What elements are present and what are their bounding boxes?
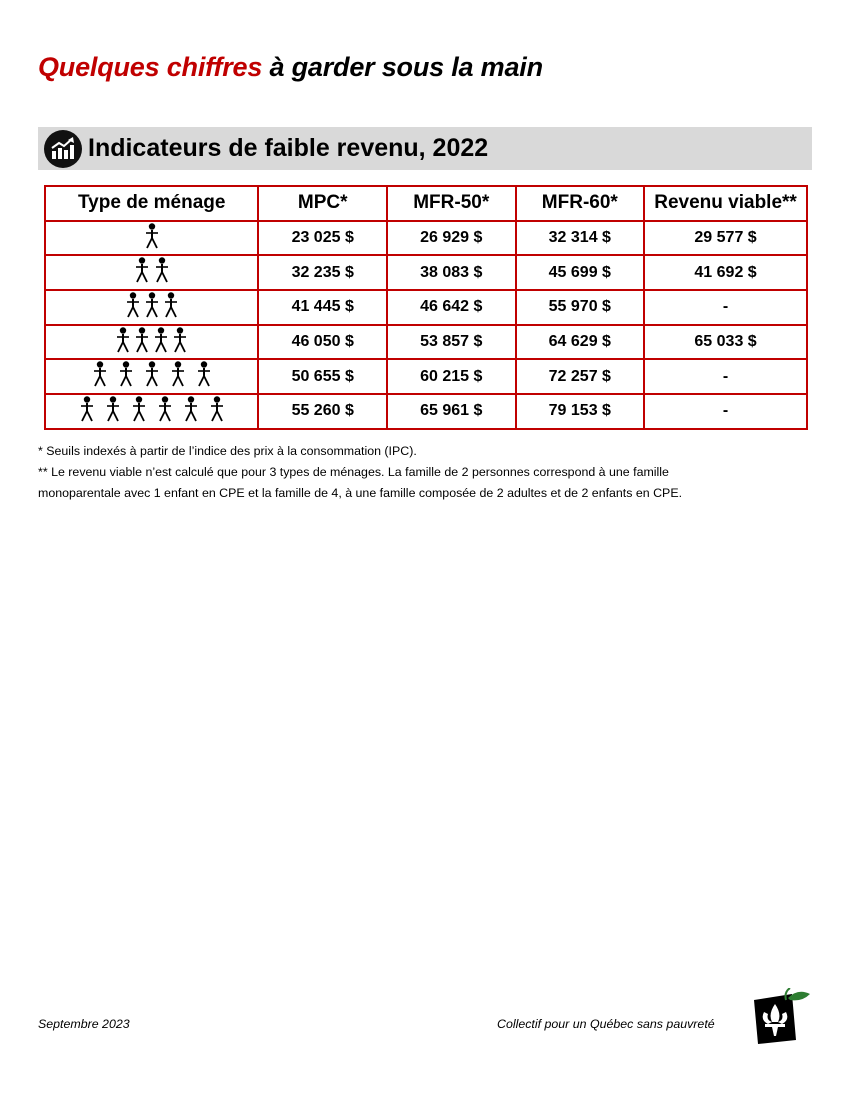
mpc-value: 55 260 $: [258, 394, 386, 429]
person-icon: [106, 396, 120, 427]
mfr50-value: 60 215 $: [387, 359, 516, 394]
section-header: [38, 127, 812, 170]
mfr50-value: 53 857 $: [387, 325, 516, 360]
mpc-value: 50 655 $: [258, 359, 386, 394]
mfr60-value: 64 629 $: [516, 325, 645, 360]
header-mpc: MPC*: [258, 186, 386, 221]
revenu-viable-value: -: [644, 290, 807, 325]
footnote-1: * Seuils indexés à partir de l’indice des prix à la consommation (IPC).: [38, 444, 417, 458]
person-icon: [135, 327, 149, 358]
footnote-2-line-1: ** Le revenu viable n’est calculé que pour 3 types de ménages. La famille de 2 personnes correspond à une famille: [38, 465, 669, 479]
header-household-type: Type de ménage: [45, 186, 258, 221]
page-title-rest: à garder sous la main: [262, 52, 543, 82]
footnotes: [38, 441, 818, 504]
household-type-cell: [45, 325, 258, 360]
person-icon: [80, 396, 94, 427]
household-type-cell: [45, 290, 258, 325]
revenu-viable-value: 65 033 $: [644, 325, 807, 360]
person-icon: [135, 257, 149, 288]
table-row: [45, 325, 807, 360]
table-row: [45, 221, 807, 256]
household-type-cell: [45, 359, 258, 394]
header-revenu-viable: Revenu viable**: [644, 186, 807, 221]
person-icon: [93, 361, 107, 392]
mfr60-value: 55 970 $: [516, 290, 645, 325]
household-type-cell: [45, 255, 258, 290]
income-indicators-table: [44, 185, 808, 430]
person-icon: [184, 396, 198, 427]
mpc-value: 23 025 $: [258, 221, 386, 256]
person-icon: [197, 361, 211, 392]
person-icon: [171, 361, 185, 392]
header-mfr50: MFR-50*: [387, 186, 516, 221]
footer-organization: Collectif pour un Québec sans pauvreté: [497, 1017, 715, 1031]
people-icons: [80, 396, 224, 427]
person-icon: [145, 223, 159, 254]
revenu-viable-value: 29 577 $: [644, 221, 807, 256]
mfr50-value: 38 083 $: [387, 255, 516, 290]
page-title-highlight: Quelques chiffres: [38, 52, 263, 82]
people-icons: [93, 361, 211, 392]
revenu-viable-value: -: [644, 394, 807, 429]
person-icon: [164, 292, 178, 323]
mpc-value: 46 050 $: [258, 325, 386, 360]
person-icon: [158, 396, 172, 427]
person-icon: [210, 396, 224, 427]
fleur-de-lis-logo-icon: [748, 988, 814, 1046]
person-icon: [145, 292, 159, 323]
page-title: [38, 52, 543, 83]
footer-date: Septembre 2023: [38, 1017, 130, 1031]
revenu-viable-value: 41 692 $: [644, 255, 807, 290]
table-row: [45, 290, 807, 325]
mfr50-value: 46 642 $: [387, 290, 516, 325]
table-row: [45, 394, 807, 429]
person-icon: [119, 361, 133, 392]
revenu-viable-value: -: [644, 359, 807, 394]
mpc-value: 32 235 $: [258, 255, 386, 290]
person-icon: [155, 257, 169, 288]
mfr60-value: 32 314 $: [516, 221, 645, 256]
person-icon: [116, 327, 130, 358]
person-icon: [145, 361, 159, 392]
header-mfr60: MFR-60*: [516, 186, 645, 221]
person-icon: [126, 292, 140, 323]
section-title: Indicateurs de faible revenu, 2022: [88, 134, 489, 162]
table-header-row: [45, 186, 807, 221]
mfr60-value: 72 257 $: [516, 359, 645, 394]
footnote-2-line-2: monoparentale avec 1 enfant en CPE et la famille de 4, à une famille composée de 2 adultes et de 2 enfants en CPE.: [38, 486, 683, 500]
mfr50-value: 26 929 $: [387, 221, 516, 256]
people-icons: [126, 292, 178, 323]
person-icon: [132, 396, 146, 427]
mfr60-value: 79 153 $: [516, 394, 645, 429]
table-row: [45, 255, 807, 290]
household-type-cell: [45, 394, 258, 429]
people-icons: [116, 327, 187, 358]
chart-growth-icon: [44, 130, 82, 168]
people-icons: [135, 257, 169, 288]
mfr60-value: 45 699 $: [516, 255, 645, 290]
people-icons: [145, 223, 159, 254]
mpc-value: 41 445 $: [258, 290, 386, 325]
table-row: [45, 359, 807, 394]
person-icon: [173, 327, 187, 358]
household-type-cell: [45, 221, 258, 256]
person-icon: [154, 327, 168, 358]
mfr50-value: 65 961 $: [387, 394, 516, 429]
